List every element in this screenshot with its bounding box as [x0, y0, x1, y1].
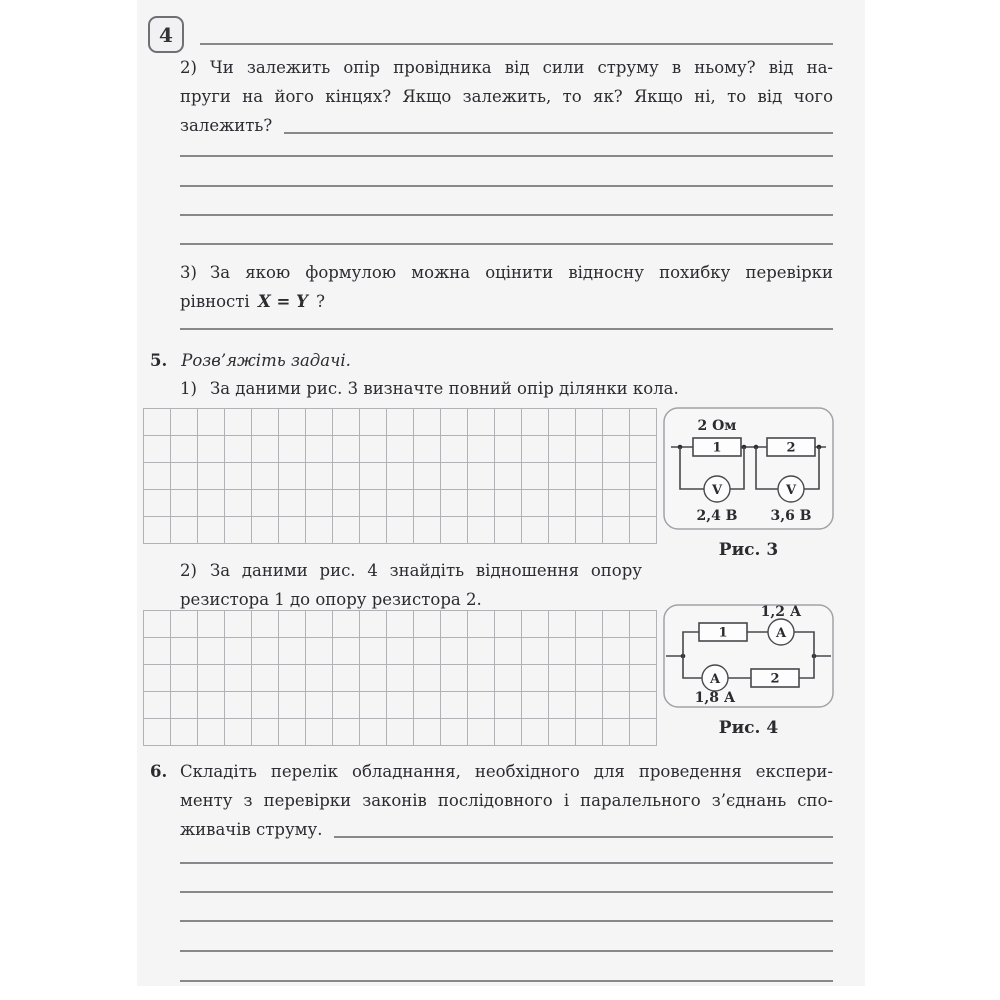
task-5-item-2-line-1 [180, 556, 642, 585]
voltage-2-label: 3,6 В [770, 508, 812, 524]
answer-line [180, 920, 833, 922]
figure-3-caption: Рис. 3 [718, 540, 779, 560]
resistance-value-label: 2 Ом [697, 418, 737, 434]
task-6-tail: живачів струму. [180, 820, 323, 839]
task-5-heading [150, 346, 351, 375]
resistor-2-label: 2 [786, 440, 796, 456]
figure-3 [663, 407, 834, 560]
work-grid-2 [143, 610, 657, 746]
equality-formula: X = Y [257, 292, 308, 311]
circuit-diagram-3 [663, 407, 834, 530]
ammeter-2-letter: A [709, 672, 721, 687]
voltmeter-1-letter: V [711, 483, 723, 498]
task-5-title: Розв’яжіть задачі. [181, 351, 351, 370]
task-5-item-1 [180, 374, 833, 403]
task-5-item-2 [180, 556, 642, 614]
answer-line [180, 891, 833, 893]
voltage-1-label: 2,4 В [696, 508, 738, 524]
task-5-item-2-label: 2) [180, 561, 197, 580]
worksheet-page [137, 0, 865, 986]
task-6-line-1: Складіть перелік обладнання, необхідного для проведення експери- [180, 762, 833, 781]
question-3-text-1: За якою формулою можна оцінити відносну похибку перевірки [209, 263, 833, 282]
task-6-line-2: менту з перевірки законів послідовного і паралельного з’єднань спо- [180, 791, 833, 810]
figure-4-frame [664, 605, 833, 707]
answer-line [200, 43, 833, 45]
task-5-item-1-label: 1) [180, 379, 197, 398]
task-5-item-2-text-1: За даними рис. 4 знайдіть відношення опору [209, 561, 642, 580]
question-2-text-1: Чи залежить опір провідника від сили струму в ньому? від на- [209, 58, 833, 77]
answer-line [180, 862, 833, 864]
voltmeter-2-letter: V [785, 483, 797, 498]
resistor-1-label: 1 [718, 625, 728, 641]
figure-4-caption: Рис. 4 [718, 718, 779, 738]
answer-line [180, 328, 833, 330]
question-3-line-2 [180, 287, 833, 316]
page-number: 4 [159, 22, 173, 47]
answer-line [180, 214, 833, 216]
task-5-item-1-text: За даними рис. 3 визначте повний опір ділянки кола. [209, 379, 679, 398]
question-2 [180, 53, 833, 140]
question-3-label: 3) [180, 263, 197, 282]
task-6 [180, 757, 833, 844]
resistor-1-label: 1 [712, 440, 722, 456]
ammeter-1-letter: A [775, 626, 787, 641]
current-1-label: 1,2 А [760, 604, 802, 620]
answer-line [180, 155, 833, 157]
task-6-number-wrap [150, 757, 181, 786]
question-3-text-2: рівності [180, 292, 250, 311]
question-2-line-2: пруги на його кінцях? Якщо залежить, то як? Якщо ні, то від чого [180, 87, 833, 106]
circuit-diagram-4 [663, 604, 834, 708]
resistor-2-label: 2 [770, 671, 780, 687]
answer-line [284, 132, 833, 134]
figure-4 [663, 604, 834, 738]
question-2-tail: залежить? [180, 116, 273, 135]
answer-line [180, 243, 833, 245]
current-2-label: 1,8 А [694, 690, 736, 706]
question-2-label: 2) [180, 58, 197, 77]
task-6-number: 6. [150, 762, 168, 781]
task-5-item-2-line-2: резистора 1 до опору резистора 2. [180, 590, 482, 609]
answer-line [334, 836, 833, 838]
task-6-line-3 [180, 815, 833, 844]
task-5-number: 5. [150, 351, 168, 370]
question-3-line-1 [180, 258, 833, 287]
answer-line [180, 185, 833, 187]
page-number-badge [148, 16, 184, 53]
question-2-line-1 [180, 53, 833, 82]
answer-line [180, 950, 833, 952]
question-3-suffix: ? [316, 292, 325, 311]
answer-line [180, 980, 833, 982]
question-3 [180, 258, 833, 316]
question-2-line-3 [180, 111, 833, 140]
work-grid-1 [143, 408, 657, 544]
